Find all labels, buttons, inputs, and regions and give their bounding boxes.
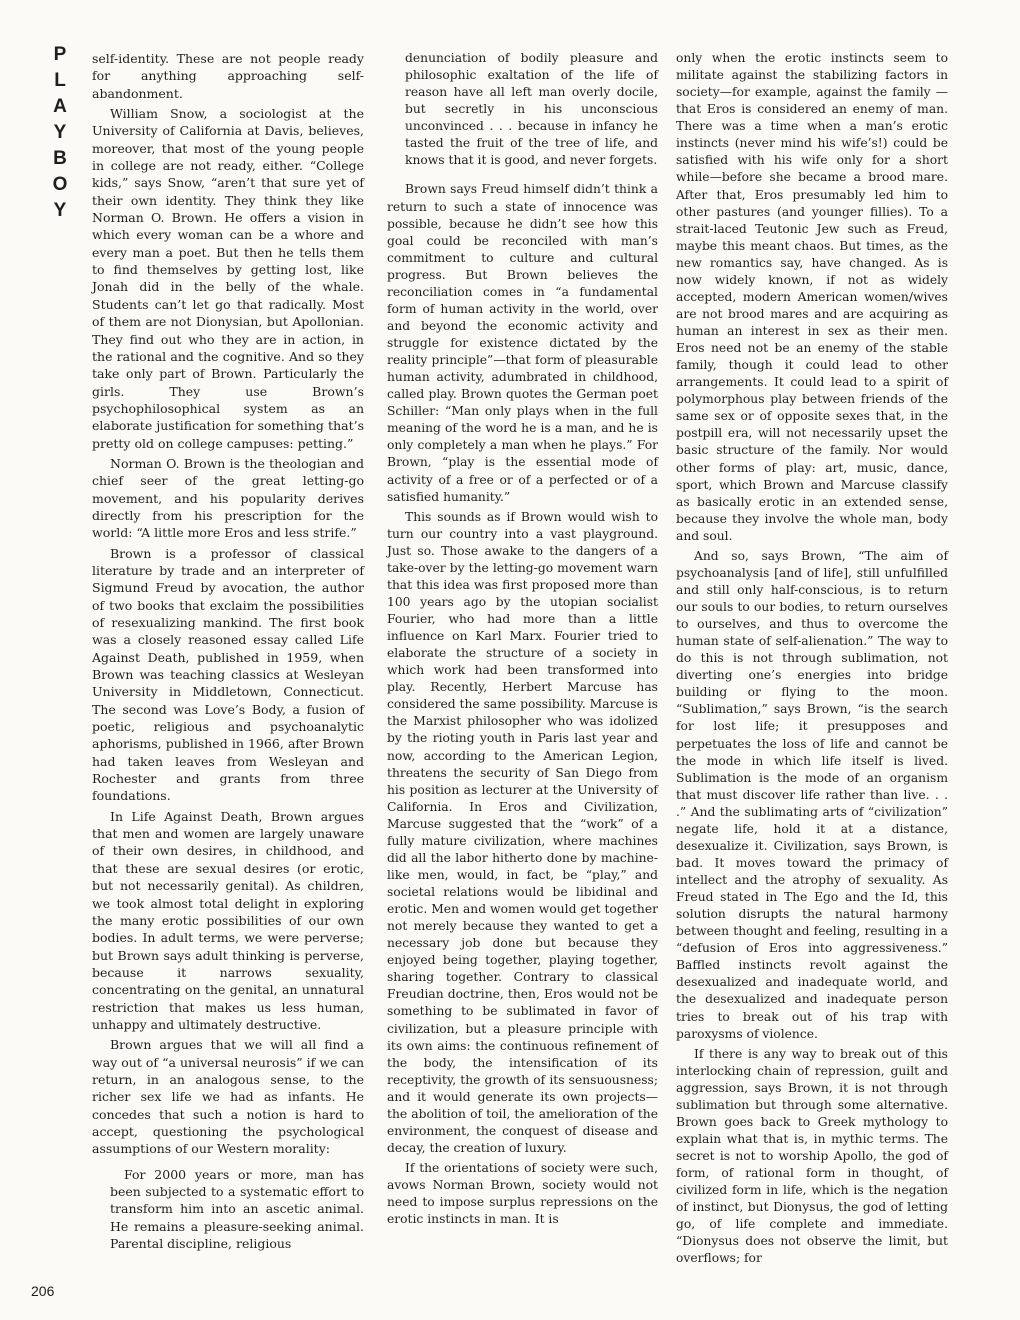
masthead-letter: O <box>52 174 68 195</box>
masthead-letter: Y <box>53 200 67 221</box>
paragraph: self-identity. These are not people ready for anything approaching self-abandonment. <box>92 51 364 101</box>
paragraph: William Snow, a sociologist at the University of California at Davis, believes, moreover, that most of the young people in college are not ready, either. “College kids,” says Snow, “aren’t that sure yet of their own identity. They think they like Norman O. Brown. He offers a vision in which every woman can be a whore and every man a poet. But then he tells them to find themselves by getting lost, like Jonah did in the belly of the whale. Students can’t let go that radically. Most of them are not Dionysian, but Apollonian. They find out who they are in action, in the rational and the cognitive. And so they take only part of Brown. Particularly the girls. They use Brown’s psychophilosophical system as an elaborate justification for something that’s pretty old on college campuses: petting.” <box>92 106 364 451</box>
paragraph: In Life Against Death, Brown argues that men and women are largely unaware of their own desires, in childhood, and that these are sexual desires (or erotic, but not necessarily genital). As children, we took almost total delight in exploring the many erotic possibilities of our own bodies. In adult terms, we were perverse; but Brown says adult thinking is perverse, because it narrows sexuality, concentrating on the genital, an unnatural restriction that makes us less human, unhappy and ultimately destructive. <box>92 808 364 1032</box>
article-column-1 <box>92 50 364 1252</box>
masthead-letter: L <box>54 70 66 91</box>
paragraph: If the orientations of society were such, avows Norman Brown, society would not need to impose surplus repressions on the erotic instincts in man. It is <box>387 1161 658 1227</box>
paragraph: Brown says Freud himself didn’t think a return to such a state of innocence was possible, because he didn’t see how this goal could be reconciled with man’s commitment to culture and cultural progress. But Brown believes the reconciliation comes in “a fundamental form of human activity in the world, over and beyond the economic activity and struggle for existence dictated by the reality principle”—that form of pleasurable human activity, adumbrated in childhood, called play. Brown quotes the German poet Schiller: “Man only plays when in the full meaning of the word he is a man, and he is only completely a man when he plays.” For Brown, “play is the essential mode of activity of a free or of a perfected or of a satisfied humanity.” <box>387 182 658 504</box>
paragraph: This sounds as if Brown would wish to turn our country into a vast playground. Just so. Those awake to the dangers of a take-over by the letting-go movement warn that this idea was first proposed more than 100 years ago by the utopian socialist Fourier, who had more than a little influence on Karl Marx. Fourier tried to elaborate the structure of a society in which work had been transformed into play. Recently, Herbert Marcuse has considered the same possibility. Marcuse is the Marxist philosopher who was idolized by the rioting youth in Paris last year and now, according to the American Legion, threatens the security of San Diego from his position as lecturer at the University of California. In Eros and Civilization, Marcuse suggested that the “work” of a fully mature civilization, where machines did all the labor hitherto done by machine-like men, would, in fact, be “play,” and societal relations would be libidinal and erotic. Men and women would get together not merely because they wanted to get a necessary job done but because they enjoyed being together, playing together, sharing together. Contrary to classical Freudian doctrine, then, Eros would not be something to be sublimated in favor of civilization, but a pleasure principle with its own aims: the continuous refinement of the body, the intensification of its receptivity, the growth of its sensuousness; and it would generate its own projects—the abolition of toil, the amelioration of the environment, the conquest of disease and decay, the creation of luxury. <box>387 509 658 1155</box>
paragraph: only when the erotic instincts seem to militate against the stabilizing factors in society—for example, against the family —that Eros is considered an enemy of man. There was a time when a man’s erotic instincts (never mind his wife’s!) could be satisfied with his wife only for a short while—before she became a brood mare. After that, Eros presumably led him to other pastures (and younger fillies). To a strait-laced Teutonic Jew such as Freud, maybe this meant chaos. But times, as the new romantics say, have changed. As is now widely known, if not as widely accepted, modern American women/wives are not brood mares and are acquiring as human an interest in sex as their men. Eros need not be an enemy of the stable family, though it could lead to other arrangements. It could lead to a spirit of polymorphous play between friends of the same sex or of opposite sexes that, in the postpill era, will not necessarily upset the basic structure of the family. Nor would other forms of play: art, music, dance, sport, which Brown and Marcuse classify as basically erotic in an extended sense, because they involve the whole man, body and soul. <box>676 51 948 543</box>
block-quote: For 2000 years or more, man has been subjected to a systematic effort to transform him into an ascetic animal. He remains a pleasure-seeking animal. Parental discipline, religious <box>110 1166 364 1252</box>
masthead-letter: Y <box>53 122 67 143</box>
paragraph: And so, says Brown, “The aim of psychoanalysis [and of life], still unfulfilled and still only half-conscious, is to return our souls to our bodies, to return ourselves to ourselves, and thus to overcome the human state of self-alienation.” The way to do this is not through sublimation, not diverting one’s energies into bridge building or flying to the moon. “Sublimation,” says Brown, “is the search for lost life; it presupposes and perpetuates the loss of life and cannot be the mode in which life itself is lived. Sublimation is the mode of an organism that must discover life rather than live. . . .” And the sublimating arts of “civilization” negate life, hold it at a distance, desexualize it. Civilization, says Brown, is bad. It moves toward the primacy of intellect and the atrophy of sexuality. As Freud stated in The Ego and the Id, this solution disrupts the natural harmony between thought and feeling, resulting in a “defusion of Eros into aggressiveness.” Baffled instincts revolt against the desexualized and inadequate world, and the desexualized and inadequate person tries to break out of his trap with paroxysms of violence. <box>676 548 948 1041</box>
block-quote-continued: denunciation of bodily pleasure and philosophic exaltation of the life of reason have all left man overly docile, but secretly in his unconscious unconvinced . . . because in infancy he tasted the fruit of the tree of life, and knows that it is good, and never forgets. <box>405 51 658 168</box>
masthead-letter: B <box>53 148 67 169</box>
paragraph: Brown is a professor of classical literature by trade and an interpreter of Sigmund Freud by avocation, the author of two books that exclaim the possibilities of resexualizing mankind. The first book was a closely reasoned essay called Life Against Death, published in 1959, when Brown was teaching classics at Wesleyan University in Middletown, Connecticut. The second was Love’s Body, a fusion of poetic, religious and psychoanalytic aphorisms, published in 1966, after Brown had taken leaves from Wesleyan and Rochester and grants from three foundations. <box>92 545 364 804</box>
article-column-2 <box>387 50 658 1228</box>
paragraph: Brown argues that we will all find a way out of “a universal neurosis” if we can return, in an analogous sense, to the richer sex life we had as infants. He concedes that such a notion is hard to accept, questioning the psychological assumptions of our Western morality: <box>92 1037 364 1157</box>
page-number: 206 <box>31 1283 55 1299</box>
paragraph: Norman O. Brown is the theologian and chief seer of the great letting-go movement, and his popularity derives directly from his prescription for the world: “A little more Eros and less strife.” <box>92 455 364 541</box>
paragraph: If there is any way to break out of this interlocking chain of repression, guilt and aggression, says Brown, it is not through sublimation but through some alternative. Brown goes back to Greek mythology to explain what that is, in mythic terms. The secret is not to worship Apollo, the god of form, of rational form in thought, of civilized form in life, which is the negation of instinct, but Dionysus, the god of letting go, of life complete and immediate. “Dionysus does not observe the limit, but overflows; for <box>676 1046 948 1266</box>
masthead-letter: P <box>53 44 67 65</box>
masthead-letter: A <box>53 96 67 117</box>
magazine-masthead <box>40 42 80 224</box>
article-column-3 <box>676 50 948 1267</box>
